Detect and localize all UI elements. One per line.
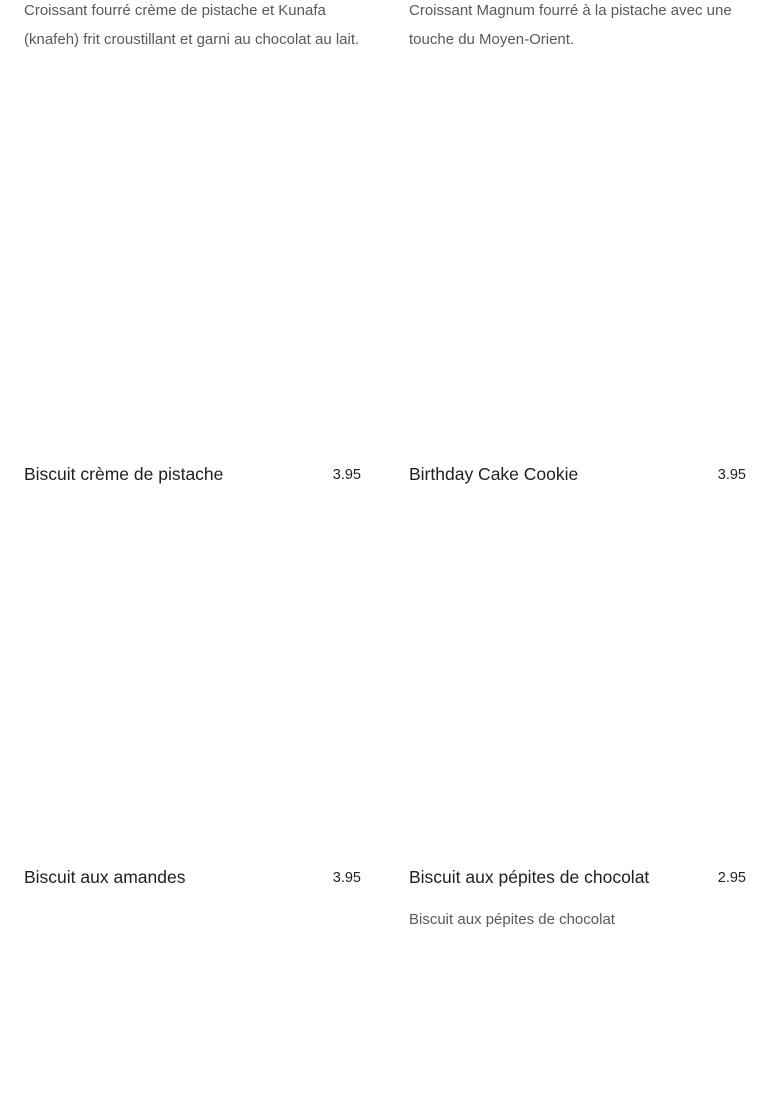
item-header — [409, 867, 746, 895]
item-header — [24, 464, 361, 492]
item-header — [409, 464, 746, 492]
menu-item-card-biscuit-pepites-chocolat[interactable] — [409, 555, 746, 945]
item-image-placeholder — [24, 555, 361, 855]
item-name: Birthday Cake Cookie — [409, 464, 579, 484]
menu-item-card-biscuit-creme-pistache[interactable] — [24, 150, 361, 490]
item-name: Biscuit crème de pistache — [24, 464, 224, 484]
item-price: 3.95 — [332, 467, 361, 483]
item-name: Biscuit aux pépites de chocolat — [409, 867, 650, 887]
menu-item-card-biscuit-amandes[interactable] — [24, 555, 361, 895]
item-header — [24, 867, 361, 895]
croissant-magnum-description: Croissant Magnum fourré à la pistache avec une touche du Moyen-Orient. — [409, 2, 732, 48]
item-image-placeholder — [409, 555, 746, 855]
item-price: 3.95 — [332, 870, 361, 886]
item-price: 3.95 — [717, 467, 746, 483]
croissant-kunafa-description: Croissant fourré crème de pistache et Kunafa (knafeh) frit croustillant et garni au chocolat au lait. — [24, 2, 360, 48]
item-name: Biscuit aux amandes — [24, 867, 186, 887]
item-image-placeholder — [24, 150, 361, 450]
menu-item-card-birthday-cake-cookie[interactable] — [409, 150, 746, 490]
item-price: 2.95 — [717, 870, 746, 886]
item-image-placeholder — [409, 150, 746, 450]
item-description: Biscuit aux pépites de chocolat — [409, 911, 615, 928]
